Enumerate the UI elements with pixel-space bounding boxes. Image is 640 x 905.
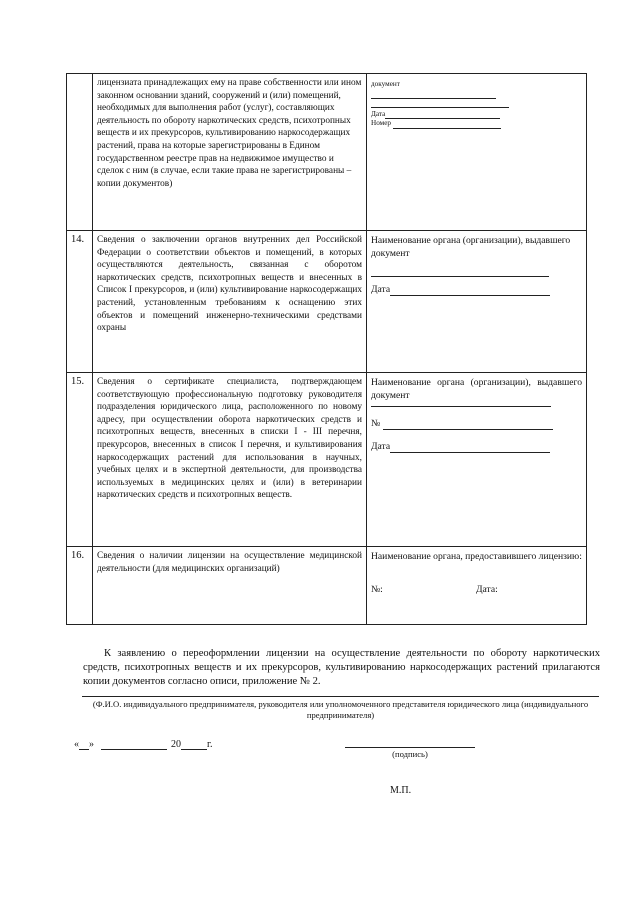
stamp-label: М.П. bbox=[390, 785, 412, 796]
number-label: №: bbox=[371, 584, 383, 595]
organization-label: Наименование органа, предоставившего лицензию: bbox=[371, 551, 582, 562]
number-blank-line[interactable] bbox=[393, 128, 501, 129]
date-close-quote: » bbox=[89, 739, 94, 750]
date-label: Дата bbox=[371, 441, 391, 452]
number-blank-line[interactable] bbox=[383, 429, 553, 430]
date-label: Дата bbox=[371, 109, 386, 118]
form-table bbox=[66, 73, 587, 625]
signer-name-caption: (Ф.И.О. индивидуального предпринимателя, руководителя или уполномоченного представителя юридического лица (индивидуального предпринимателя) bbox=[92, 699, 589, 720]
date-open-quote: « bbox=[74, 739, 79, 750]
number-label: № bbox=[371, 418, 381, 429]
date-label: Дата bbox=[371, 284, 391, 295]
month-blank-line[interactable] bbox=[101, 749, 167, 750]
row-number: 16. bbox=[71, 550, 85, 561]
row-number-cell bbox=[67, 74, 93, 231]
year-suffix: г. bbox=[207, 739, 213, 750]
row-description: Сведения о заключении органов внутренних дел Российской Федерации о соответствии объектов и помещений, в которых осуществляются деятельность, связанная с оборотом наркотических средств, психотропных веществ и внесенных в Список I прекурсоров, и (или) культивирование наркосодержащих растений, установленным требованиям к оснащению этих объектов и помещений инженерно-техническими средствами охраны bbox=[97, 235, 362, 334]
signature-line[interactable] bbox=[345, 747, 475, 748]
document-label: документ bbox=[371, 80, 400, 88]
date-row bbox=[74, 739, 212, 750]
row-description: лицензиата принадлежащих ему на праве собственности или ином законном основании зданий, сооружений и (или) помещений, необходимых для выполнения работ (услуг), составляющих деятельность по обороту наркотических средств, психотропных веществ и их прекурсоров, культивированию наркосодержащих растений, права на которые зарегистрированы в Едином государственном реестре прав на недвижимое имущество и сделок с ним (в случае, если такие права не зарегистрированы – копии документов) bbox=[97, 78, 362, 189]
organization-label: Наименование органа (организации), выдавшего документ bbox=[371, 377, 582, 401]
row-description-cell bbox=[93, 74, 367, 231]
organization-blank-line[interactable] bbox=[371, 406, 551, 407]
row-description-cell bbox=[93, 231, 367, 373]
table-row-14 bbox=[67, 231, 587, 373]
day-blank-line[interactable] bbox=[79, 749, 89, 750]
date-blank-line[interactable] bbox=[390, 295, 550, 296]
row-description: Сведения о наличии лицензии на осуществление медицинской деятельности (для медицинских организаций) bbox=[97, 551, 362, 574]
row-answer-cell bbox=[367, 547, 587, 625]
document-blank-line-2[interactable] bbox=[371, 107, 509, 108]
row-description-cell bbox=[93, 373, 367, 547]
number-label: Номер bbox=[371, 119, 391, 128]
document-blank-line-1[interactable] bbox=[371, 98, 496, 99]
row-number: 14. bbox=[71, 234, 85, 245]
row-description-cell bbox=[93, 547, 367, 625]
organization-blank-line[interactable] bbox=[371, 276, 549, 277]
row-description: Сведения о сертификате специалиста, подтверждающем соответствующую профессиональную подготовку руководителя подразделения юридического лица, расположенного по новому адресу, при осуществлении оборота наркотических средств и психотропных веществ, внесенных в списки I - III перечня, прекурсоров, внесенных в список I перечня, и культивирования наркосодержащих растений для использования в научных, учебных целях и в экспертной деятельности, для производства используемых в медицинских целях и (или) в ветеринарии наркотических средств и психотропных веществ. bbox=[97, 377, 362, 501]
row-answer-cell bbox=[367, 74, 587, 231]
row-number-cell bbox=[67, 231, 93, 373]
table-row-continuation bbox=[67, 74, 587, 231]
table-row-16 bbox=[67, 547, 587, 625]
date-blank-line[interactable] bbox=[390, 452, 550, 453]
table-row-15 bbox=[67, 373, 587, 547]
attachments-paragraph: К заявлению о переоформлении лицензии на осуществление деятельности по обороту наркотических средств, психотропных веществ и их прекурсоров, культивированию наркосодержащих растений прилагаются копии документов согласно описи, приложение № 2. bbox=[83, 648, 600, 687]
signer-name-line[interactable] bbox=[82, 696, 599, 697]
date-label: Дата: bbox=[476, 584, 498, 595]
row-number-cell bbox=[67, 373, 93, 547]
row-number-cell bbox=[67, 547, 93, 625]
row-number: 15. bbox=[71, 376, 85, 387]
row-answer-cell bbox=[367, 373, 587, 547]
year-prefix: 20 bbox=[171, 739, 181, 750]
organization-label: Наименование органа (организации), выдавшего документ bbox=[371, 235, 571, 259]
year-blank-line[interactable] bbox=[181, 749, 207, 750]
signature-caption: (подпись) bbox=[392, 749, 428, 759]
row-answer-cell bbox=[367, 231, 587, 373]
